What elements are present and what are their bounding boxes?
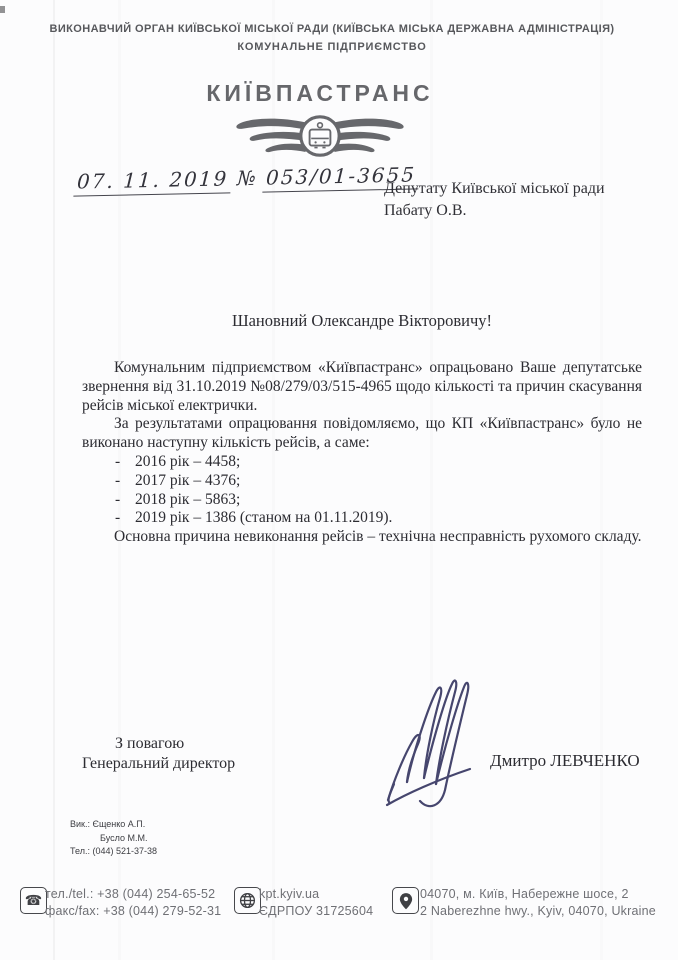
- list-dash: -: [115, 452, 121, 470]
- list-dash: -: [115, 509, 121, 527]
- list-dash: -: [115, 490, 121, 508]
- list-item-text: 2016 рік – 4458;: [135, 452, 241, 470]
- footer-phone-block: [45, 886, 221, 919]
- handwritten-date: 07. 11. 2019: [73, 166, 232, 196]
- list-item: [82, 509, 642, 528]
- executor-line3: Тел.: (044) 521-37-38: [70, 846, 157, 856]
- recipient-block: [384, 178, 605, 221]
- letter-body: [82, 359, 642, 547]
- closing-block: [82, 734, 235, 774]
- recipient-line2: Пабату О.В.: [384, 201, 467, 219]
- trip-cancellation-list: [82, 453, 642, 528]
- list-item-text: 2019 рік – 1386 (станом на 01.11.2019).: [135, 509, 393, 527]
- number-sign: №: [236, 165, 258, 191]
- list-item: [82, 491, 642, 510]
- list-dash: -: [115, 471, 121, 489]
- footer-website: kpt.kyiv.ua: [259, 887, 320, 901]
- footer-phone-line: тел./tel.: +38 (044) 254-65-52: [45, 887, 216, 901]
- telephone-icon: ☎: [20, 887, 47, 914]
- footer-address-en: 2 Naberezhne hwy., Kyiv, 04070, Ukraine: [420, 903, 656, 918]
- executor-line2: Бусло М.М.: [100, 832, 148, 843]
- salutation: Шановний Олександре Вікторовичу!: [231, 311, 493, 330]
- paragraph-2: За результатами опрацювання повідомляємо, що КП «Київпастранс» було не виконано наступну кількість рейсів, а саме:: [82, 415, 642, 452]
- footer-edrpou: ЄДРПОУ 31725604: [259, 903, 374, 918]
- location-pin-icon: [392, 887, 419, 914]
- list-item: [82, 472, 642, 491]
- paragraph-1: Комунальним підприємством «Київпастранс» опрацьовано Ваше депутатське звернення від 31.10.2019 №08/279/03/515-4965 щодо кількості та причин скасування рейсів міської електрички.: [82, 359, 642, 414]
- org-header: [0, 22, 664, 55]
- recipient-line1: Депутату Київської міської ради: [384, 180, 605, 197]
- footer-address-ua: 04070, м. Київ, Набережне шосе, 2: [420, 887, 629, 901]
- company-logo-title: КИЇВПАСТРАНС: [206, 80, 434, 106]
- paragraph-3: Основна причина невиконання рейсів – технічна несправність рухомого складу.: [114, 528, 642, 546]
- org-header-line1: ВИКОНАВЧИЙ ОРГАН КИЇВСЬКОЇ МІСЬКОЇ РАДИ (КИЇВСЬКА МІСЬКА ДЕРЖАВНА АДМІНІСТРАЦІЯ): [49, 23, 615, 35]
- scan-speck: [0, 6, 5, 13]
- list-item: [82, 453, 642, 472]
- letterhead-footer: [0, 886, 678, 946]
- company-logo: [160, 80, 480, 168]
- list-item-text: 2018 рік – 5863;: [135, 490, 241, 508]
- scan-fold-line: [53, 0, 55, 960]
- handwritten-outgoing-number: 053/01-3655: [263, 162, 420, 192]
- org-header-line2: КОМУНАЛЬНЕ ПІДПРИЄМСТВО: [237, 41, 427, 53]
- footer-address-block: [420, 886, 656, 919]
- tram-wings-emblem-icon: [160, 109, 480, 168]
- globe-icon: [234, 887, 261, 914]
- footer-web-block: [259, 886, 373, 919]
- list-item-text: 2017 рік – 4376;: [135, 471, 241, 489]
- executor-line1: Вик.: Єщенко А.П.: [70, 819, 146, 829]
- executors-block: [70, 818, 157, 859]
- reference-line: [74, 162, 420, 196]
- closing-title: Генеральний директор: [82, 755, 236, 772]
- closing-regards: З повагою: [115, 735, 185, 752]
- handwritten-signature-icon: [382, 674, 482, 814]
- signatory-name: Дмитро ЛЕВЧЕНКО: [490, 751, 640, 770]
- footer-fax-line: факс/fax: +38 (044) 279-52-31: [45, 903, 222, 918]
